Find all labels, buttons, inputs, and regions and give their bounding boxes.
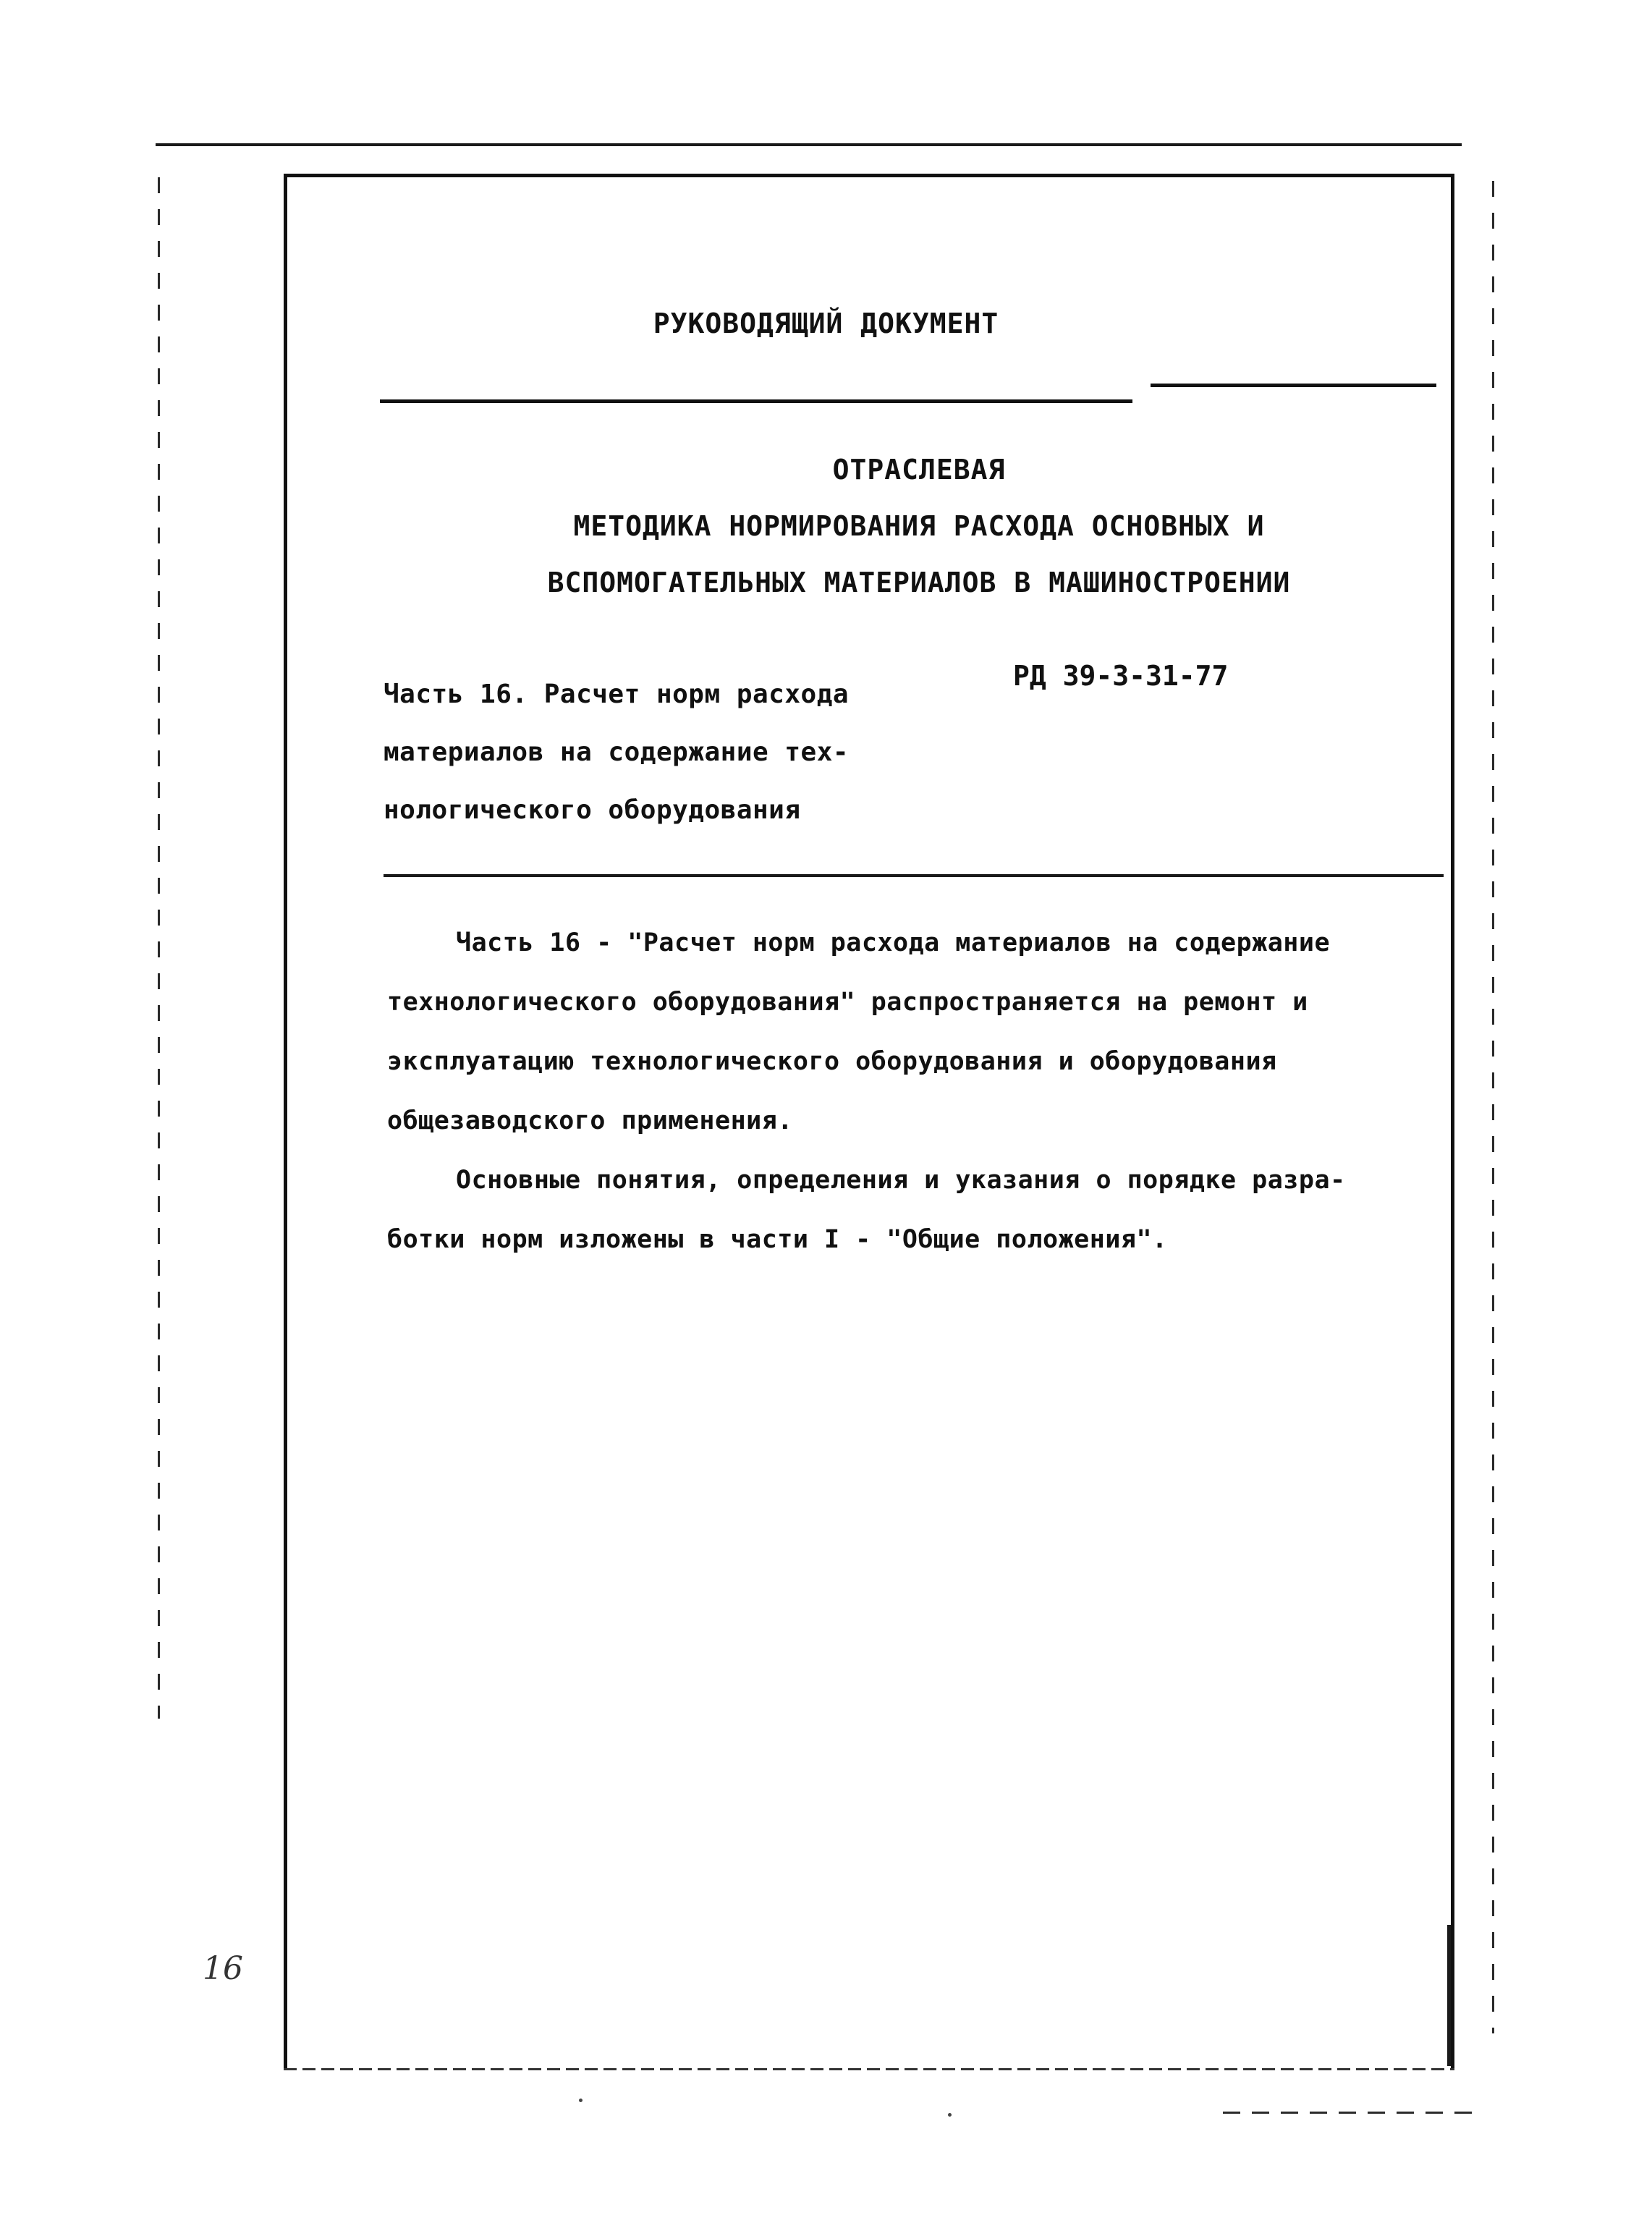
paragraph-2-line-2: ботки норм изложены в части I - "Общие положения". bbox=[387, 1225, 1168, 1254]
heading-rule-right bbox=[1151, 384, 1436, 387]
scan-bottom-rule bbox=[1223, 2112, 1483, 2114]
document-code: РД 39-3-31-77 bbox=[1013, 660, 1229, 692]
scan-left-edge bbox=[158, 177, 160, 1719]
scan-right-edge bbox=[1492, 181, 1494, 2033]
scan-speck bbox=[579, 2099, 583, 2102]
part-line-1: Часть 16. Расчет норм расхода bbox=[384, 679, 850, 709]
part-line-2: материалов на содержание тех- bbox=[384, 737, 850, 767]
paragraph-1-line-4: общезаводского применения. bbox=[387, 1106, 793, 1135]
document-type-heading: РУКОВОДЯЩИЙ ДОКУМЕНТ bbox=[653, 308, 999, 339]
document-title bbox=[376, 441, 1462, 611]
document-frame-bottom bbox=[284, 2068, 1454, 2070]
page-number: 16 bbox=[203, 1950, 243, 1987]
title-line-3: ВСПОМОГАТЕЛЬНЫХ МАТЕРИАЛОВ В МАШИНОСТРОЕНИИ bbox=[547, 567, 1291, 598]
part-rule bbox=[384, 874, 1444, 877]
paragraph-1-line-1: Часть 16 - "Расчет норм расхода материалов на содержание bbox=[456, 928, 1331, 957]
part-line-3: нологического оборудования bbox=[384, 795, 801, 825]
scan-top-rule bbox=[156, 143, 1462, 146]
paragraph-2-line-1: Основные понятия, определения и указания о порядке разра- bbox=[456, 1166, 1346, 1195]
title-line-2: МЕТОДИКА НОРМИРОВАНИЯ РАСХОДА ОСНОВНЫХ И bbox=[573, 510, 1265, 542]
heading-rule-left bbox=[380, 399, 1132, 403]
part-designation bbox=[384, 666, 849, 839]
title-line-1: ОТРАСЛЕВАЯ bbox=[832, 454, 1006, 486]
paragraph-1-line-3: эксплуатацию технологического оборудования и оборудования bbox=[387, 1047, 1277, 1076]
body-text bbox=[387, 913, 1422, 1269]
paragraph-1-line-2: технологического оборудования" распространяется на ремонт и bbox=[387, 988, 1308, 1017]
scan-speck bbox=[948, 2113, 952, 2117]
